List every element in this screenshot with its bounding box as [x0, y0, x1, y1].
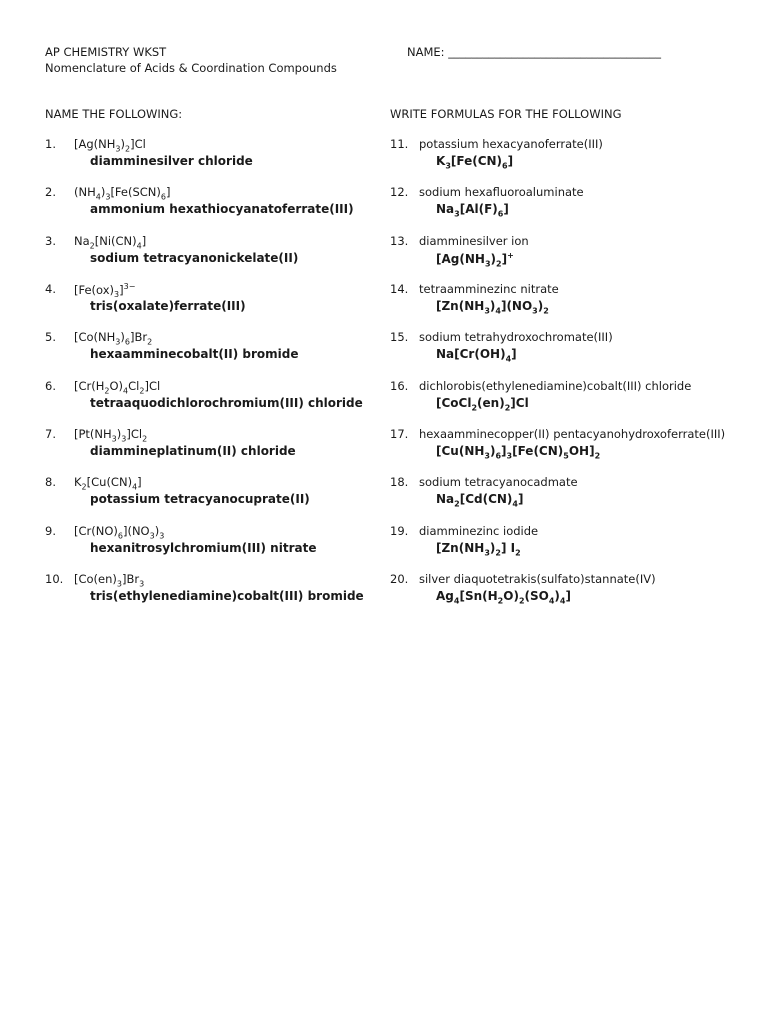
item-answer: $[Cu(NH_3)_6]_3[Fe(CN)_5OH]_2$ — [436, 444, 601, 461]
item-number: 2. — [45, 185, 56, 199]
section-title-formulas: WRITE FORMULAS FOR THE FOLLOWING — [390, 107, 622, 121]
item-number: 4. — [45, 282, 56, 296]
item-formula: $[Cr(NO)_6](NO_3)_3$ — [74, 524, 165, 541]
item-formula: $Na_2[Ni(CN)_4]$ — [74, 234, 147, 251]
item-formula: $[Cr(H_2O)_4Cl_2]Cl$ — [74, 379, 161, 396]
item-number: 10. — [45, 572, 64, 586]
item-formula: $K_2[Cu(CN)_4]$ — [74, 475, 142, 492]
item-compound-name: silver diaquotetrakis(sulfato)stannate(IV) — [419, 572, 656, 586]
item-answer: $[Ag(NH_3)_2]^+$ — [436, 251, 514, 269]
item-answer: $[CoCl_2(en)_2]Cl$ — [436, 396, 529, 413]
item-answer: tris(ethylenediamine)cobalt(III) bromide — [90, 589, 364, 603]
item-number: 19. — [390, 524, 409, 538]
item-answer: hexanitrosylchromium(III) nitrate — [90, 541, 317, 555]
item-number: 15. — [390, 330, 409, 344]
item-formula: $[Co(NH_3)_6]Br_2$ — [74, 330, 153, 347]
item-number: 17. — [390, 427, 409, 441]
item-number: 1. — [45, 137, 56, 151]
item-number: 20. — [390, 572, 409, 586]
item-compound-name: tetraamminezinc nitrate — [419, 282, 559, 296]
section-title-name: NAME THE FOLLOWING: — [45, 107, 183, 121]
item-answer: $[Zn(NH_3)_4](NO_3)_2$ — [436, 299, 549, 316]
item-number: 13. — [390, 234, 409, 248]
item-answer: $K_3[Fe(CN)_6]$ — [436, 154, 514, 171]
item-answer: tetraaquodichlorochromium(III) chloride — [90, 396, 363, 410]
item-formula: $[Pt(NH_3)_3]Cl_2$ — [74, 427, 148, 444]
item-answer: $Na_2[Cd(CN)_4]$ — [436, 492, 524, 509]
item-compound-name: sodium hexafluoroaluminate — [419, 185, 584, 199]
item-formula: $[Ag(NH_3)_2]Cl$ — [74, 137, 146, 154]
item-compound-name: hexaamminecopper(II) pentacyanohydroxoferrate(III) — [419, 427, 726, 441]
item-number: 18. — [390, 475, 409, 489]
item-answer: diamminesilver chloride — [90, 154, 253, 168]
item-answer: $Ag_4[Sn(H_2O)_2(SO_4)_4]$ — [436, 589, 571, 606]
item-number: 12. — [390, 185, 409, 199]
item-answer: $[Zn(NH_3)_2]$ $I_2$ — [436, 541, 521, 558]
item-answer: potassium tetracyanocuprate(II) — [90, 492, 310, 506]
item-formula: $[Fe(ox)_3]^{3-}$ — [74, 282, 136, 300]
item-compound-name: diamminesilver ion — [419, 234, 529, 248]
worksheet-header — [45, 44, 337, 76]
item-number: 7. — [45, 427, 56, 441]
student-name-field: NAME: _____________________________________ — [407, 45, 661, 59]
item-number: 9. — [45, 524, 56, 538]
item-answer: $Na_3[Al(F)_6]$ — [436, 202, 509, 219]
item-compound-name: potassium hexacyanoferrate(III) — [419, 137, 603, 151]
item-number: 11. — [390, 137, 409, 151]
item-answer: ammonium hexathiocyanatoferrate(III) — [90, 202, 354, 216]
item-compound-name: dichlorobis(ethylenediamine)cobalt(III) chloride — [419, 379, 692, 393]
item-compound-name: diamminezinc iodide — [419, 524, 539, 538]
item-formula: $[Co(en)_3]Br_3$ — [74, 572, 145, 589]
item-number: 3. — [45, 234, 56, 248]
item-answer: sodium tetracyanonickelate(II) — [90, 251, 299, 265]
item-answer: diammineplatinum(II) chloride — [90, 444, 296, 458]
item-answer: tris(oxalate)ferrate(III) — [90, 299, 246, 313]
worksheet-subtitle: Nomenclature of Acids & Coordination Compounds — [45, 61, 337, 75]
item-number: 16. — [390, 379, 409, 393]
item-number: 8. — [45, 475, 56, 489]
item-answer: hexaamminecobalt(II) bromide — [90, 347, 299, 361]
item-formula: $(NH_4)_3[Fe(SCN)_6]$ — [74, 185, 171, 202]
item-answer: $Na[Cr(OH)_4]$ — [436, 347, 517, 364]
course-title: AP CHEMISTRY WKST — [45, 45, 167, 59]
item-number: 5. — [45, 330, 56, 344]
item-compound-name: sodium tetracyanocadmate — [419, 475, 578, 489]
item-compound-name: sodium tetrahydroxochromate(III) — [419, 330, 613, 344]
item-number: 6. — [45, 379, 56, 393]
item-number: 14. — [390, 282, 409, 296]
